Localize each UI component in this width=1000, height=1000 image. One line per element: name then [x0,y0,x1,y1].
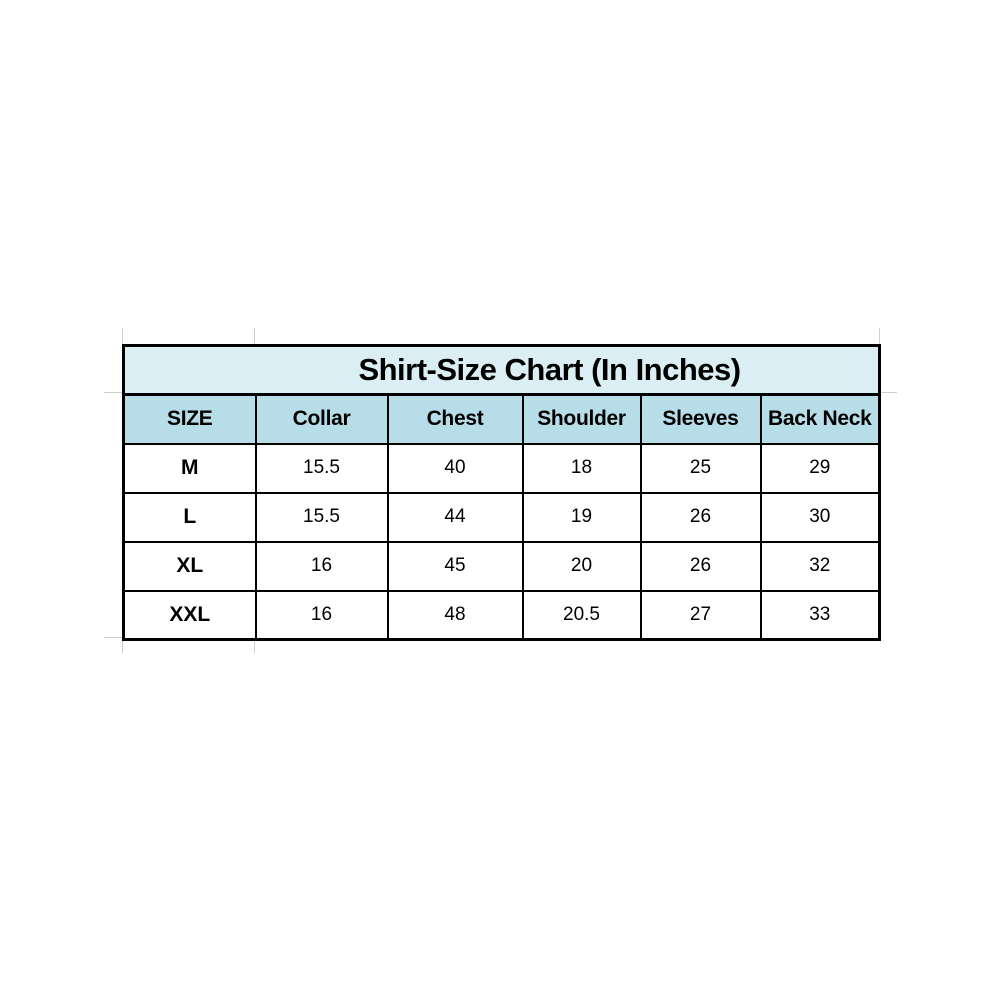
value-cell-chest: 40 [388,444,523,493]
value-cell-collar: 16 [256,542,388,591]
column-header-chest: Chest [388,395,523,444]
value-cell-back-neck: 33 [761,591,880,640]
value-cell-back-neck: 32 [761,542,880,591]
value-cell-shoulder: 20 [523,542,641,591]
title-row [124,346,880,395]
gridline-stub [122,639,123,653]
table-row-xl [124,542,880,591]
value-cell-sleeves: 25 [641,444,761,493]
value-cell-back-neck: 29 [761,444,880,493]
column-header-back-neck: Back Neck [761,395,880,444]
value-cell-chest: 45 [388,542,523,591]
value-cell-chest: 48 [388,591,523,640]
gridline-stub [104,637,122,638]
value-cell-collar: 15.5 [256,493,388,542]
gridline-stub [879,328,880,344]
value-cell-collar: 15.5 [256,444,388,493]
value-cell-collar: 16 [256,591,388,640]
size-chart-table [122,344,881,641]
gridline-stub [122,328,123,344]
value-cell-shoulder: 20.5 [523,591,641,640]
column-header-size: SIZE [124,395,256,444]
size-chart [122,344,878,641]
column-header-shoulder: Shoulder [523,395,641,444]
value-cell-sleeves: 26 [641,542,761,591]
value-cell-sleeves: 27 [641,591,761,640]
size-cell: M [124,444,256,493]
table-row-m [124,444,880,493]
value-cell-chest: 44 [388,493,523,542]
value-cell-shoulder: 19 [523,493,641,542]
gridline-stub [254,328,255,344]
column-header-sleeves: Sleeves [641,395,761,444]
column-header-collar: Collar [256,395,388,444]
size-cell: XXL [124,591,256,640]
gridline-stub [254,639,255,653]
column-header-row [124,395,880,444]
value-cell-shoulder: 18 [523,444,641,493]
size-cell: L [124,493,256,542]
value-cell-sleeves: 26 [641,493,761,542]
table-row-xxl [124,591,880,640]
value-cell-back-neck: 30 [761,493,880,542]
gridline-stub [881,392,897,393]
table-title: Shirt-Size Chart (In Inches) [124,346,880,395]
size-cell: XL [124,542,256,591]
gridline-stub [104,392,122,393]
table-row-l [124,493,880,542]
